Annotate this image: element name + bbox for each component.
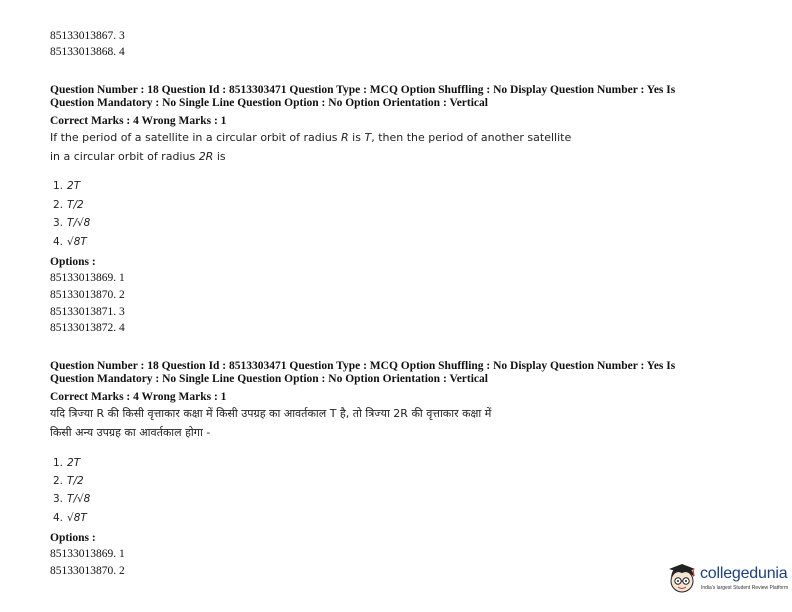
question-meta-line: Question Mandatory : No Single Line Question Option : No Option Orientation : Vertical (50, 97, 488, 109)
question-text-line: in a circular orbit of radius 2R is (50, 150, 226, 163)
question-meta-line: Question Number : 18 Question Id : 8513303471 Question Type : MCQ Option Shuffling : No Display Question Number : Yes Is (50, 360, 676, 372)
choice-item: 1. 2T (53, 457, 81, 469)
logo-wordmark: collegedunia (700, 565, 788, 582)
option-id-line: 85133013869. 1 (50, 272, 125, 284)
option-id-line: 85133013870. 2 (50, 565, 125, 577)
option-id-line: 85133013872. 4 (50, 322, 125, 334)
choice-item: 1. 2T (53, 180, 81, 192)
mascot-face-icon (667, 562, 697, 596)
choice-item: 4. √8T (53, 236, 87, 248)
options-heading: Options : (50, 532, 96, 544)
choice-item: 3. T/√8 (53, 493, 91, 505)
option-id-line: 85133013868. 4 (50, 46, 125, 58)
question-text-line: किसी अन्य उपग्रह का आवर्तकाल होगा - (50, 426, 211, 439)
question-text-line: यदि त्रिज्या R की किसी वृत्ताकार कक्षा में किसी उपग्रह का आवर्तकाल T है, तो त्रिज्या 2R की वृत्ताकार कक्षा में (50, 407, 492, 420)
choice-item: 3. T/√8 (53, 217, 91, 229)
options-heading: Options : (50, 256, 96, 268)
logo-tagline: India's largest Student Review Platform (701, 585, 789, 591)
choice-item: 2. T/2 (53, 475, 84, 487)
question-text-line: If the period of a satellite in a circular orbit of radius R is T, then the period of another satellite (50, 131, 572, 144)
question-meta-line: Question Number : 18 Question Id : 8513303471 Question Type : MCQ Option Shuffling : No Display Question Number : Yes Is (50, 84, 676, 96)
question-meta-line: Question Mandatory : No Single Line Question Option : No Option Orientation : Vertical (50, 373, 488, 385)
option-id-line: 85133013871. 3 (50, 306, 125, 318)
option-id-line: 85133013867. 3 (50, 30, 125, 42)
option-id-line: 85133013870. 2 (50, 289, 125, 301)
choice-item: 4. √8T (53, 512, 87, 524)
collegedunia-logo (667, 560, 789, 600)
marks-line: Correct Marks : 4 Wrong Marks : 1 (50, 391, 227, 403)
choice-item: 2. T/2 (53, 199, 84, 211)
option-id-line: 85133013869. 1 (50, 548, 125, 560)
marks-line: Correct Marks : 4 Wrong Marks : 1 (50, 115, 227, 127)
